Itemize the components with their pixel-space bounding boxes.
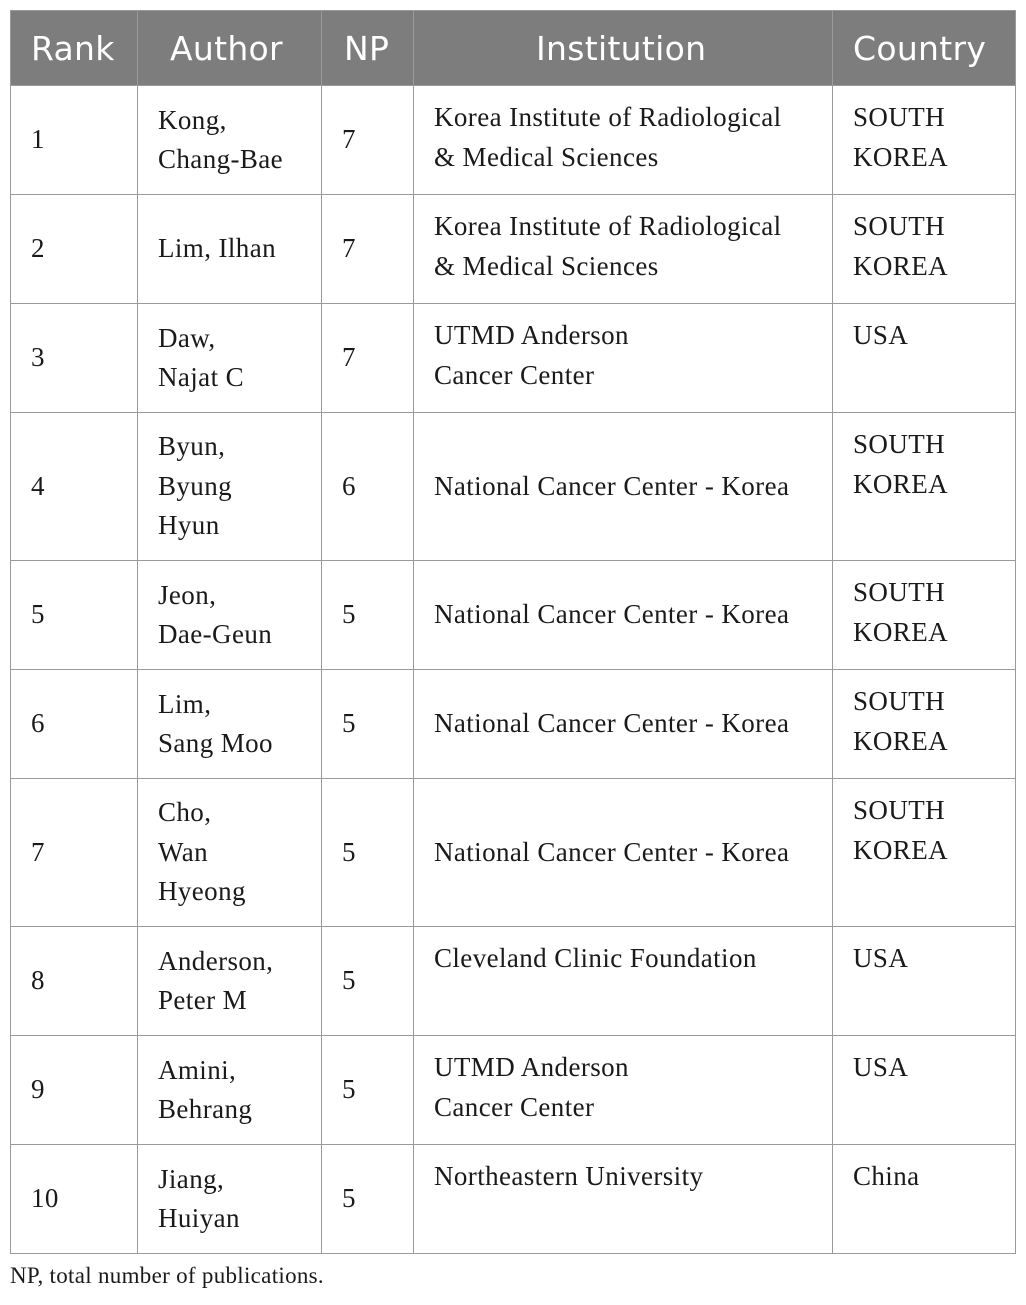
author-name-line: Hyun bbox=[158, 510, 220, 541]
country-line: China bbox=[853, 1161, 920, 1191]
header-author: Author bbox=[138, 11, 322, 86]
cell-country bbox=[833, 1145, 1016, 1254]
header-np: NP bbox=[322, 11, 414, 86]
institution-line: Cancer Center bbox=[434, 1091, 595, 1122]
cell-institution bbox=[414, 1036, 833, 1145]
header-institution: Institution bbox=[414, 11, 833, 86]
country-line: SOUTH bbox=[853, 211, 946, 241]
country-line: SOUTH bbox=[853, 577, 946, 607]
cell-institution bbox=[414, 86, 833, 195]
table-row bbox=[11, 1145, 1016, 1254]
cell-np bbox=[322, 304, 414, 413]
header-row bbox=[11, 11, 1016, 86]
np-value: 5 bbox=[342, 1074, 356, 1105]
rank-value: 1 bbox=[31, 124, 45, 155]
institution-line: National Cancer Center - Korea bbox=[434, 708, 790, 739]
cell-np bbox=[322, 1145, 414, 1254]
table-row bbox=[11, 927, 1016, 1036]
author-name-line: Najat C bbox=[158, 362, 245, 392]
author-name-line: Huiyan bbox=[158, 1203, 240, 1233]
cell-np bbox=[322, 1036, 414, 1145]
cell-author bbox=[138, 779, 322, 927]
cell-author bbox=[138, 1145, 322, 1254]
cell-author bbox=[138, 561, 322, 670]
cell-institution bbox=[414, 779, 833, 927]
cell-rank bbox=[11, 1036, 138, 1145]
cell-author bbox=[138, 927, 322, 1036]
table-row bbox=[11, 779, 1016, 927]
rank-value: 6 bbox=[31, 708, 45, 739]
institution-line: Korea Institute of Radiological bbox=[434, 211, 782, 241]
author-name-line: Lim, bbox=[158, 688, 212, 719]
country-line: KOREA bbox=[853, 725, 948, 756]
cell-country bbox=[833, 779, 1016, 927]
country-line: SOUTH bbox=[853, 429, 946, 459]
cell-np bbox=[322, 927, 414, 1036]
rank-value: 5 bbox=[31, 599, 45, 630]
author-name-line: Chang-Bae bbox=[158, 144, 284, 174]
table-row bbox=[11, 195, 1016, 304]
cell-country bbox=[833, 927, 1016, 1036]
author-name-line: Daw, bbox=[158, 322, 216, 353]
table-row bbox=[11, 86, 1016, 195]
rank-value: 7 bbox=[31, 836, 45, 867]
rank-value: 2 bbox=[31, 233, 45, 264]
institution-line: Korea Institute of Radiological bbox=[434, 102, 782, 132]
rank-value: 8 bbox=[31, 965, 45, 996]
np-value: 7 bbox=[342, 342, 356, 373]
cell-np bbox=[322, 86, 414, 195]
header-country: Country bbox=[833, 11, 1016, 86]
institution-line: National Cancer Center - Korea bbox=[434, 470, 790, 501]
cell-institution bbox=[414, 927, 833, 1036]
country-line: KOREA bbox=[853, 468, 948, 499]
cell-country bbox=[833, 195, 1016, 304]
cell-author bbox=[138, 86, 322, 195]
cell-rank bbox=[11, 304, 138, 413]
cell-country bbox=[833, 670, 1016, 779]
np-value: 7 bbox=[342, 233, 356, 264]
cell-institution bbox=[414, 1145, 833, 1254]
table-row bbox=[11, 413, 1016, 561]
country-line: KOREA bbox=[853, 616, 948, 647]
cell-rank bbox=[11, 561, 138, 670]
institution-line: National Cancer Center - Korea bbox=[434, 836, 790, 867]
cell-rank bbox=[11, 779, 138, 927]
cell-rank bbox=[11, 670, 138, 779]
header-rank: Rank bbox=[11, 11, 138, 86]
author-name-line: Sang Moo bbox=[158, 728, 273, 758]
cell-institution bbox=[414, 195, 833, 304]
institution-line: & Medical Sciences bbox=[434, 250, 659, 281]
cell-country bbox=[833, 561, 1016, 670]
institution-line: Cleveland Clinic Foundation bbox=[434, 943, 757, 973]
country-line: USA bbox=[853, 943, 909, 973]
np-value: 7 bbox=[342, 124, 356, 155]
author-name-line: Wan bbox=[158, 836, 209, 867]
institution-line: National Cancer Center - Korea bbox=[434, 599, 790, 630]
author-name-line: Hyeong bbox=[158, 876, 246, 907]
author-name-line: Byun, bbox=[158, 431, 226, 462]
rank-value: 9 bbox=[31, 1074, 45, 1105]
cell-np bbox=[322, 413, 414, 561]
cell-author bbox=[138, 195, 322, 304]
country-line: SOUTH bbox=[853, 795, 946, 825]
country-line: KOREA bbox=[853, 141, 948, 172]
author-name-line: Jiang, bbox=[158, 1163, 225, 1194]
cell-country bbox=[833, 304, 1016, 413]
country-line: USA bbox=[853, 320, 909, 350]
np-value: 6 bbox=[342, 470, 356, 501]
cell-author bbox=[138, 413, 322, 561]
author-name-line: Anderson, bbox=[158, 945, 274, 976]
institution-line: UTMD Anderson bbox=[434, 320, 629, 350]
cell-np bbox=[322, 561, 414, 670]
author-name-line: Kong, bbox=[158, 104, 227, 135]
cell-rank bbox=[11, 195, 138, 304]
country-line: SOUTH bbox=[853, 686, 946, 716]
cell-rank bbox=[11, 927, 138, 1036]
cell-rank bbox=[11, 413, 138, 561]
table-body bbox=[11, 86, 1016, 1254]
institution-line: & Medical Sciences bbox=[434, 141, 659, 172]
author-name-line: Behrang bbox=[158, 1094, 253, 1124]
cell-author bbox=[138, 1036, 322, 1145]
author-name-line: Peter M bbox=[158, 985, 248, 1015]
author-name-line: Cho, bbox=[158, 797, 212, 828]
table-footnote: NP, total number of publications. bbox=[10, 1263, 324, 1288]
cell-institution bbox=[414, 413, 833, 561]
cell-rank bbox=[11, 86, 138, 195]
country-line: KOREA bbox=[853, 834, 948, 865]
institution-line: Northeastern University bbox=[434, 1161, 704, 1191]
cell-np bbox=[322, 195, 414, 304]
cell-institution bbox=[414, 561, 833, 670]
author-name-line: Lim, Ilhan bbox=[158, 233, 276, 264]
table-row bbox=[11, 1036, 1016, 1145]
country-line: USA bbox=[853, 1052, 909, 1082]
author-name-line: Dae-Geun bbox=[158, 619, 273, 649]
publications-table-container bbox=[10, 10, 1015, 1254]
np-value: 5 bbox=[342, 1183, 356, 1214]
author-name-line: Jeon, bbox=[158, 579, 217, 610]
cell-rank bbox=[11, 1145, 138, 1254]
cell-country bbox=[833, 86, 1016, 195]
author-name-line: Amini, bbox=[158, 1054, 237, 1085]
cell-country bbox=[833, 1036, 1016, 1145]
cell-author bbox=[138, 304, 322, 413]
cell-np bbox=[322, 779, 414, 927]
np-value: 5 bbox=[342, 836, 356, 867]
country-line: SOUTH bbox=[853, 102, 946, 132]
np-value: 5 bbox=[342, 708, 356, 739]
table-row bbox=[11, 304, 1016, 413]
cell-np bbox=[322, 670, 414, 779]
table-row bbox=[11, 561, 1016, 670]
institution-line: UTMD Anderson bbox=[434, 1052, 629, 1082]
institution-line: Cancer Center bbox=[434, 359, 595, 390]
cell-institution bbox=[414, 304, 833, 413]
rank-value: 10 bbox=[31, 1183, 59, 1214]
cell-author bbox=[138, 670, 322, 779]
country-line: KOREA bbox=[853, 250, 948, 281]
cell-institution bbox=[414, 670, 833, 779]
np-value: 5 bbox=[342, 965, 356, 996]
author-name-line: Byung bbox=[158, 470, 233, 501]
np-value: 5 bbox=[342, 599, 356, 630]
table-row bbox=[11, 670, 1016, 779]
cell-country bbox=[833, 413, 1016, 561]
rank-value: 4 bbox=[31, 470, 45, 501]
rank-value: 3 bbox=[31, 342, 45, 373]
top-authors-table bbox=[10, 10, 1016, 1254]
